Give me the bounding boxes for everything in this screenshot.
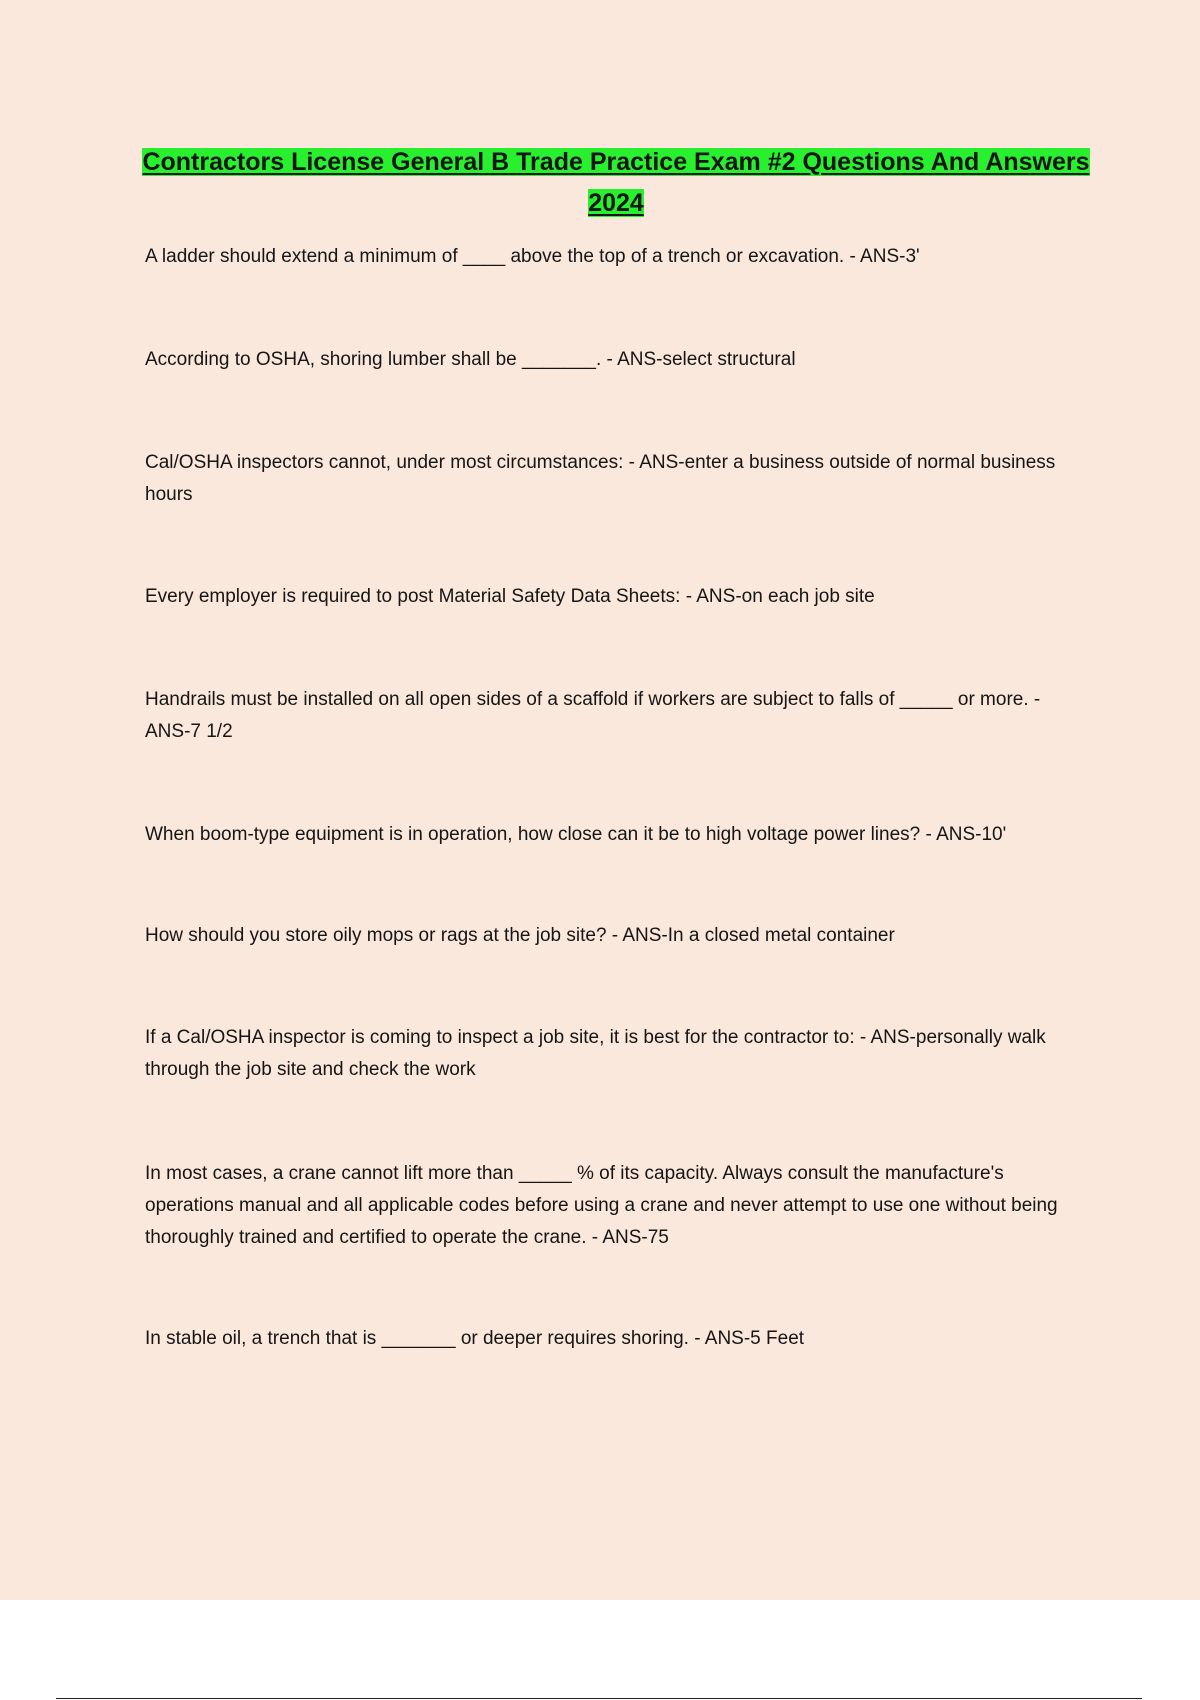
question-answer-10: In stable oil, a trench that is _______ or deeper requires shoring. - ANS-5 Feet xyxy=(145,1328,805,1349)
footer-divider xyxy=(56,1698,1142,1699)
question-answer-6: When boom-type equipment is in operation, how close can it be to high voltage power lines? - ANS-10' xyxy=(145,824,1007,845)
question-answer-7: How should you store oily mops or rags at the job site? - ANS-In a closed metal container xyxy=(145,925,895,946)
question-answer-8: If a Cal/OSHA inspector is coming to inspect a job site, it is best for the contractor to: - ANS-personally walk through the job site and check the work xyxy=(145,1027,1046,1080)
question-answer-3: Cal/OSHA inspectors cannot, under most circumstances: - ANS-enter a business outside of normal business hours xyxy=(145,452,1056,505)
page-bottom-margin xyxy=(0,1600,1200,1700)
question-answer-5: Handrails must be installed on all open sides of a scaffold if workers are subject to falls of _____ or more. - ANS-7 1/2 xyxy=(145,689,1041,742)
question-answer-9: In most cases, a crane cannot lift more than _____ % of its capacity. Always consult the manufacture's operations manual and all applicable codes before using a crane and never attempt to use one without being thoroughly trained and certified to operate the crane. - ANS-75 xyxy=(145,1163,1058,1248)
question-answer-1: A ladder should extend a minimum of ____ above the top of a trench or excavation. - ANS-3' xyxy=(145,246,920,267)
question-answer-4: Every employer is required to post Material Safety Data Sheets: - ANS-on each job site xyxy=(145,586,875,607)
document-title xyxy=(140,142,1092,224)
document-title-text: Contractors License General B Trade Practice Exam #2 Questions And Answers 2024 xyxy=(142,148,1090,217)
question-answer-2: According to OSHA, shoring lumber shall be _______. - ANS-select structural xyxy=(145,349,796,370)
